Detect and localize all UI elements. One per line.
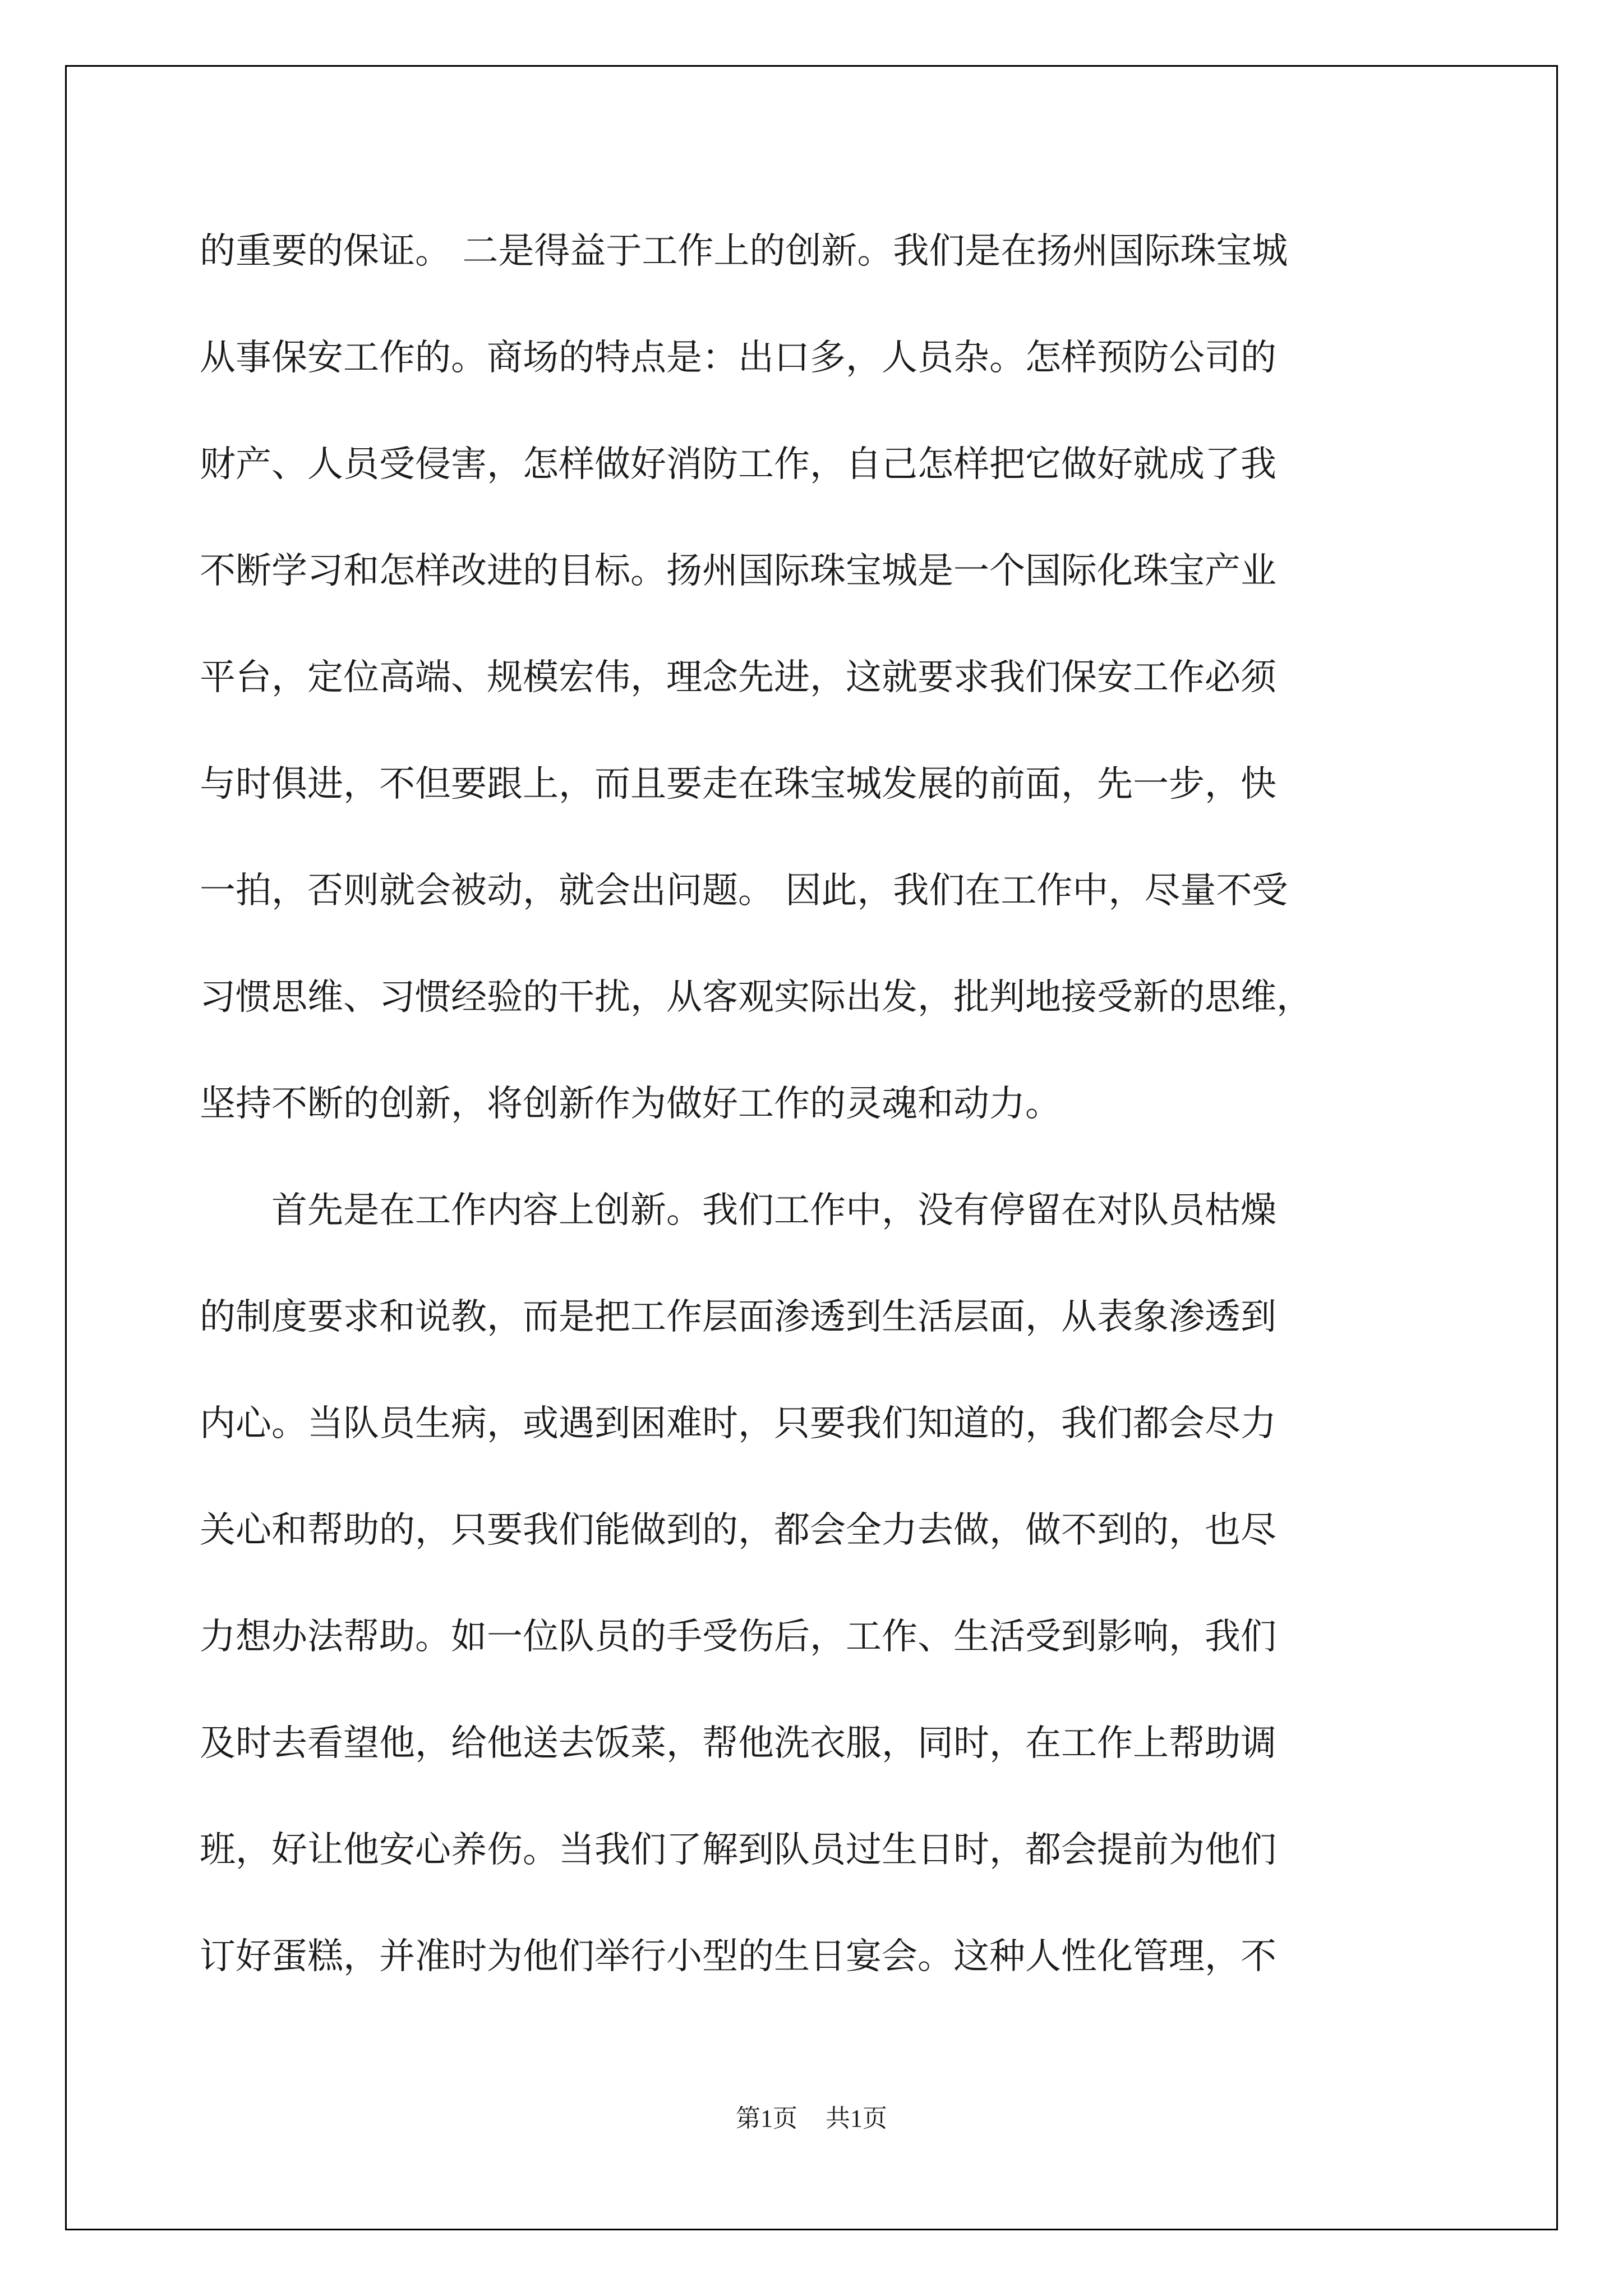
document-body (200, 220, 1436, 2032)
text-line: 习惯思维、习惯经验的干扰，从客观实际出发，批判地接受新的思维， (200, 977, 1312, 1018)
text-line: 首先是在工作内容上创新。我们工作中，没有停留在对队员枯燥 (271, 1190, 1276, 1231)
text-line: 关心和帮助的，只要我们能做到的，都会全力去做，做不到的，也尽 (200, 1510, 1276, 1551)
text-line: 班，好让他安心养伤。当我们了解到队员过生日时，都会提前为他们 (200, 1829, 1276, 1871)
text-line: 从事保安工作的。商场的特点是：出口多，人员杂。怎样预防公司的 (200, 337, 1276, 379)
text-line: 的重要的保证。 二是得益于工作上的创新。我们是在扬州国际珠宝城 (200, 231, 1288, 272)
text-line: 财产、人员受侵害，怎样做好消防工作，自己怎样把它做好就成了我 (200, 444, 1276, 485)
page-number-current: 第1页 (736, 2105, 797, 2132)
text-line: 订好蛋糕，并准时为他们举行小型的生日宴会。这种人性化管理，不 (200, 1936, 1276, 1977)
text-line: 内心。当队员生病，或遇到困难时，只要我们知道的，我们都会尽力 (200, 1403, 1276, 1444)
text-line: 一拍，否则就会被动，就会出问题。 因此，我们在工作中，尽量不受 (200, 870, 1288, 912)
text-line: 不断学习和怎样改进的目标。扬州国际珠宝城是一个国际化珠宝产业 (200, 550, 1276, 592)
text-line: 及时去看望他，给他送去饭菜，帮他洗衣服，同时，在工作上帮助调 (200, 1723, 1276, 1764)
text-line: 的制度要求和说教，而是把工作层面渗透到生活层面，从表象渗透到 (200, 1296, 1276, 1338)
text-line: 平台，定位高端、规模宏伟，理念先进，这就要求我们保安工作必须 (200, 657, 1276, 698)
text-line: 与时俱进，不但要跟上，而且要走在珠宝城发展的前面，先一步，快 (200, 763, 1276, 805)
page-footer (0, 2098, 1623, 2134)
page-number-total: 共1页 (826, 2105, 887, 2132)
text-line: 坚持不断的创新，将创新作为做好工作的灵魂和动力。 (200, 1083, 1061, 1125)
text-line: 力想办法帮助。如一位队员的手受伤后，工作、生活受到影响，我们 (200, 1616, 1276, 1658)
